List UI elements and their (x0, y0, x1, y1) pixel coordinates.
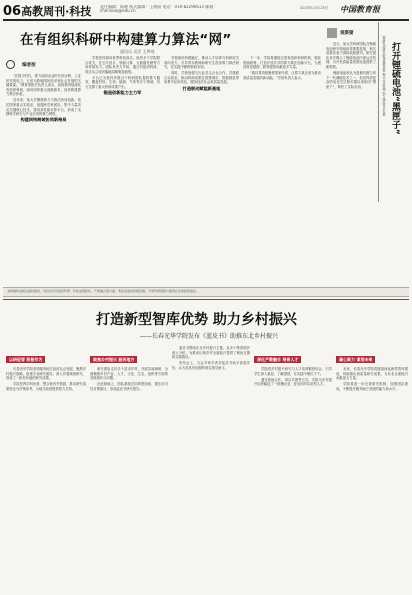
commentary-label: 观察窗 (340, 31, 354, 36)
article1-byline: 通讯员 吴洋 王梦瑶 (120, 49, 155, 54)
info-band: 本版稿件由相关高校提供，内容涉及有组织科研、科技成果转化、产教融合等方面。欢迎各高校积极投稿，分享科研创新与服务社会的经验做法。 (3, 287, 409, 297)
article1-col-3: 学校深化科教融汇，推动人才培养与科研攻关同向发力，引导青年教师和研究生投身算力算法研究，在实践中锤炼科研本领。 同时，学校加强与行业龙头企业合作，共建联合实验室，推动科研成果在智慧城市、智能制造等场景中应用转化，服务经济社会高质量发展。 打造联动赋能新高地 (164, 56, 239, 91)
header-date: 2023年10月25日 (300, 6, 329, 10)
article2-subheadline: ——长春光华学院发布《蓝皮书》助推东北乡村振兴 (140, 333, 279, 340)
page-masthead (3, 3, 91, 19)
author-photo (327, 28, 337, 38)
mid-rule (3, 299, 409, 300)
newspaper-logo: 中国教育报 (340, 4, 380, 14)
commentary-title: 打开锂硫电池“黑匣子” (390, 42, 400, 135)
commentary-col: 近日，某大学科研团队在锂硫电池研究领域取得重要进展，相关成果发表于国际权威期刊。研究团队首次揭示了锂硫电池内部反应机理，为开发高能量密度电池提供了新思路。 锂硫电池被认为是最具潜力的下一代储能技术之一，但其内部复杂的电化学过程长期以来如同“黑匣子”，制约了实际应用。 (326, 42, 376, 89)
section-tag: 凝心聚力 谋划未来 (336, 356, 375, 363)
article1-headline: 在有组织科研中构建算力算法“网” (20, 32, 232, 48)
article1-col-2: 学校坚持面向世界科技前沿，组织多个学院联合攻关，在芯片设计、智能计算、大数据处理等方向持续发力。团队负责人介绍，通过有组织科研，项目从立项到落地周期明显缩短。 平台已为校内外数百个科研团队提供算力服务，覆盖材料、生命、能源、气象等多个领域，有力支撑了重大科研成果产出。 锻造创新能力主力军 (85, 56, 160, 96)
article2-section-4: 深化产教融合 培育人才 学院将乡村振兴研究与人才培养紧密结合，引导学生深入基层、了解国情，在实践中增长才干。 通过校地合作、项目共建等方式，学院为乡村振兴培养输送了一批懂农业、爱农村的实用型人才。 (254, 357, 332, 387)
header-contact: 责任编辑：陈晓 版式编辑：王晓丽 电话：010-82296613 邮箱：chenxiao@edu.cn (100, 5, 218, 13)
top-rule (3, 19, 409, 21)
article1-col-4: 下一步，学校将继续完善有组织科研机制，强化资源统筹，打造开放共享的算力算法创新平台，为建设科技强国、教育强国贡献更多力量。 “我们将持续聚焦国家所需，让算力真正成为推动高质量发展的新动能。”学校负责人表示。 (243, 56, 321, 80)
section-tag: 深化产教融合 培育人才 (254, 356, 301, 363)
article2-headline: 打造新型智库优势 助力乡村振兴 (96, 312, 297, 328)
editor-note (6, 54, 81, 72)
pen-icon (6, 60, 15, 69)
article1-col-1: “在数字时代，算力如同农业时代的水利、工业时代的电力，已成为影响国民经济和社会发展的关键要素。”教育部相关负责人表示，高校要持续深化有组织科研，面向国家重大战略需求，加快构建算力算法体系。 近年来，某大学聚焦算力与算法协同创新，依托国家重点实验室，组建跨学科团队，集中力量攻克关键核心技术，建设高性能计算平台，形成了支撑科学研究与产业应用的算力网络。 构建网络跨域协同新格局 (6, 74, 81, 123)
page-number: 06 (3, 4, 22, 19)
article2-section-5: 凝心聚力 谋划未来 未来，长春光华学院将继续深化新型智库建设，持续推出高质量研究成果，为东北全面振兴贡献更大力量。 学院将进一步完善研究机制，加强团队建设，不断提升服务地方发展的能力和水平。 (336, 357, 408, 391)
section-tag: 聚焦乡村振兴 服务地方 (90, 356, 137, 363)
commentary-vertical-note: 锂硫电池研究取得重要进展 揭示反应机理 助力储能技术发展 (382, 36, 386, 116)
editor-note-label: 编者按 (22, 62, 36, 68)
section-tag: 以研促智 积极作为 (6, 356, 45, 363)
commentary-title-panel (378, 22, 411, 202)
article2-section-3: 蓝皮书围绕东北乡村振兴主题，从多个维度展开深入分析，为推动区域乡村全面振兴提供了理论支撑和实践路径。 发布会上，与会专家学者对蓝皮书给予高度评价，认为其具有较强的现实指导意义。 (172, 346, 250, 370)
article2-section-1: 以研促智 积极作为 长春光华学院坚持服务地方经济社会发展，聚焦乡村振兴战略，组建专业研究团队，深入开展调查研究，形成了一批有价值的研究成果。 学院发挥学科优势，整合校内外资源，推动研究成果转化为决策参考，为地方政府提供智力支持。 (6, 357, 86, 391)
section-name: 高教周刊·科技 (21, 5, 92, 18)
article2-section-2: 聚焦乡村振兴 服务地方 研究团队走访多个县市乡村，开展实地调研，全面梳理乡村产业、人才、文化、生态、组织等方面的发展现状与问题。 在此基础上，团队系统总结典型经验，提出针对性对策建议，形成蓝皮书研究报告。 (90, 357, 168, 391)
